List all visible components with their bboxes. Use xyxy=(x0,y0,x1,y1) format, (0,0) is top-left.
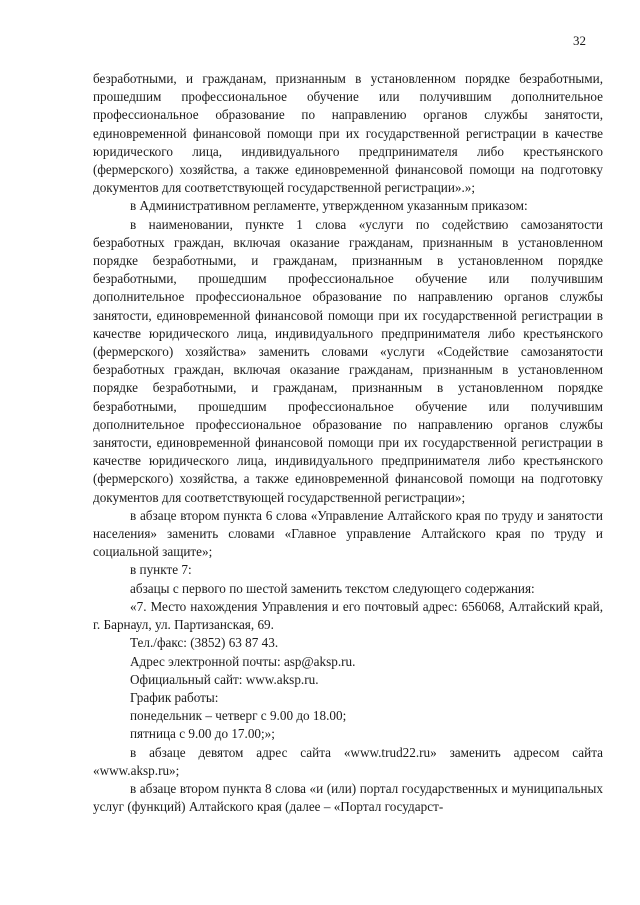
paragraph-item6-amendment: в абзаце втором пункта 6 слова «Управление Алтайского края по труду и занятости населения» заменить словами «Главное управление Алтайского края по труду и социальной защите»; xyxy=(93,507,603,560)
paragraph-continuation: безработными, и гражданам, признанным в установленном порядке безработными, прошедшим профессиональное обучение или получившим дополнительное профессиональное образование по направлению органов службы занятости, единовременной финансовой помощи при их государственной регистрации в качестве юридического лица, индивидуального предпринимателя либо крестьянского (фермерского) хозяйства, а также единовременной финансовой помощи на подготовку документов для соответствующей государственной регистрации».»; xyxy=(93,71,603,196)
paragraph-schedule-fri: пятница с 9.00 до 17.00;»; xyxy=(130,726,275,742)
paragraph-item8-amendment: в абзаце втором пункта 8 слова «и (или) портал государственных и муниципальных услуг (функций) Алтайского края (далее – «Портал государст- xyxy=(93,780,603,815)
paragraph-address: «7. Место нахождения Управления и его почтовый адрес: 656068, Алтайский край, г. Барнаул, ул. Партизанская, 69. xyxy=(93,598,603,633)
paragraph-website: Официальный сайт: www.aksp.ru. xyxy=(130,671,319,687)
paragraph-email: Адрес электронной почты: asp@aksp.ru. xyxy=(130,653,356,669)
paragraph-phone: Тел./факс: (3852) 63 87 43. xyxy=(130,635,279,651)
paragraph-regulation-intro: в Административном регламенте, утвержденном указанным приказом: xyxy=(130,198,528,214)
paragraph-schedule-heading: График работы: xyxy=(130,689,219,705)
document-body xyxy=(93,70,603,816)
page-number: 32 xyxy=(573,33,586,48)
paragraph-site-replace: в абзаце девятом адрес сайта «www.trud22.ru» заменить адресом сайта «www.aksp.ru»; xyxy=(93,744,603,778)
paragraph-title-amendment: в наименовании, пункте 1 слова «услуги по содействию самозанятости безработных граждан, включая оказание гражданам, признанным в установленном порядке безработными, и гражданам, признанным в установленном порядке безработными, прошедшим профессиональное обучение или получившим дополнительное профессиональное образование по направлению органов службы занятости, единовременной финансовой помощи при их государственной регистрации в качестве юридического лица, индивидуального предпринимателя либо крестьянского (фермерского) хозяйства» заменить словами «услуги «Содействие самозанятости безработных граждан, включая оказание гражданам, признанным в установленном порядке безработными, и гражданам, признанным в установленном порядке безработными, прошедшим профессиональное обучение или получившим дополнительное профессиональное образование по направлению органов службы занятости, единовременной финансовой помощи при их государственной регистрации в качестве юридического лица, индивидуального предпринимателя либо крестьянского (фермерского) хозяйства, а также единовременной финансовой помощи на подготовку документов для соответствующей государственной регистрации»; xyxy=(93,216,603,505)
paragraph-item7-heading: в пункте 7: xyxy=(130,562,192,578)
paragraph-schedule-mon-thu: понедельник – четверг с 9.00 до 18.00; xyxy=(130,708,347,724)
paragraph-item7-replace: абзацы с первого по шестой заменить текстом следующего содержания: xyxy=(130,580,535,596)
